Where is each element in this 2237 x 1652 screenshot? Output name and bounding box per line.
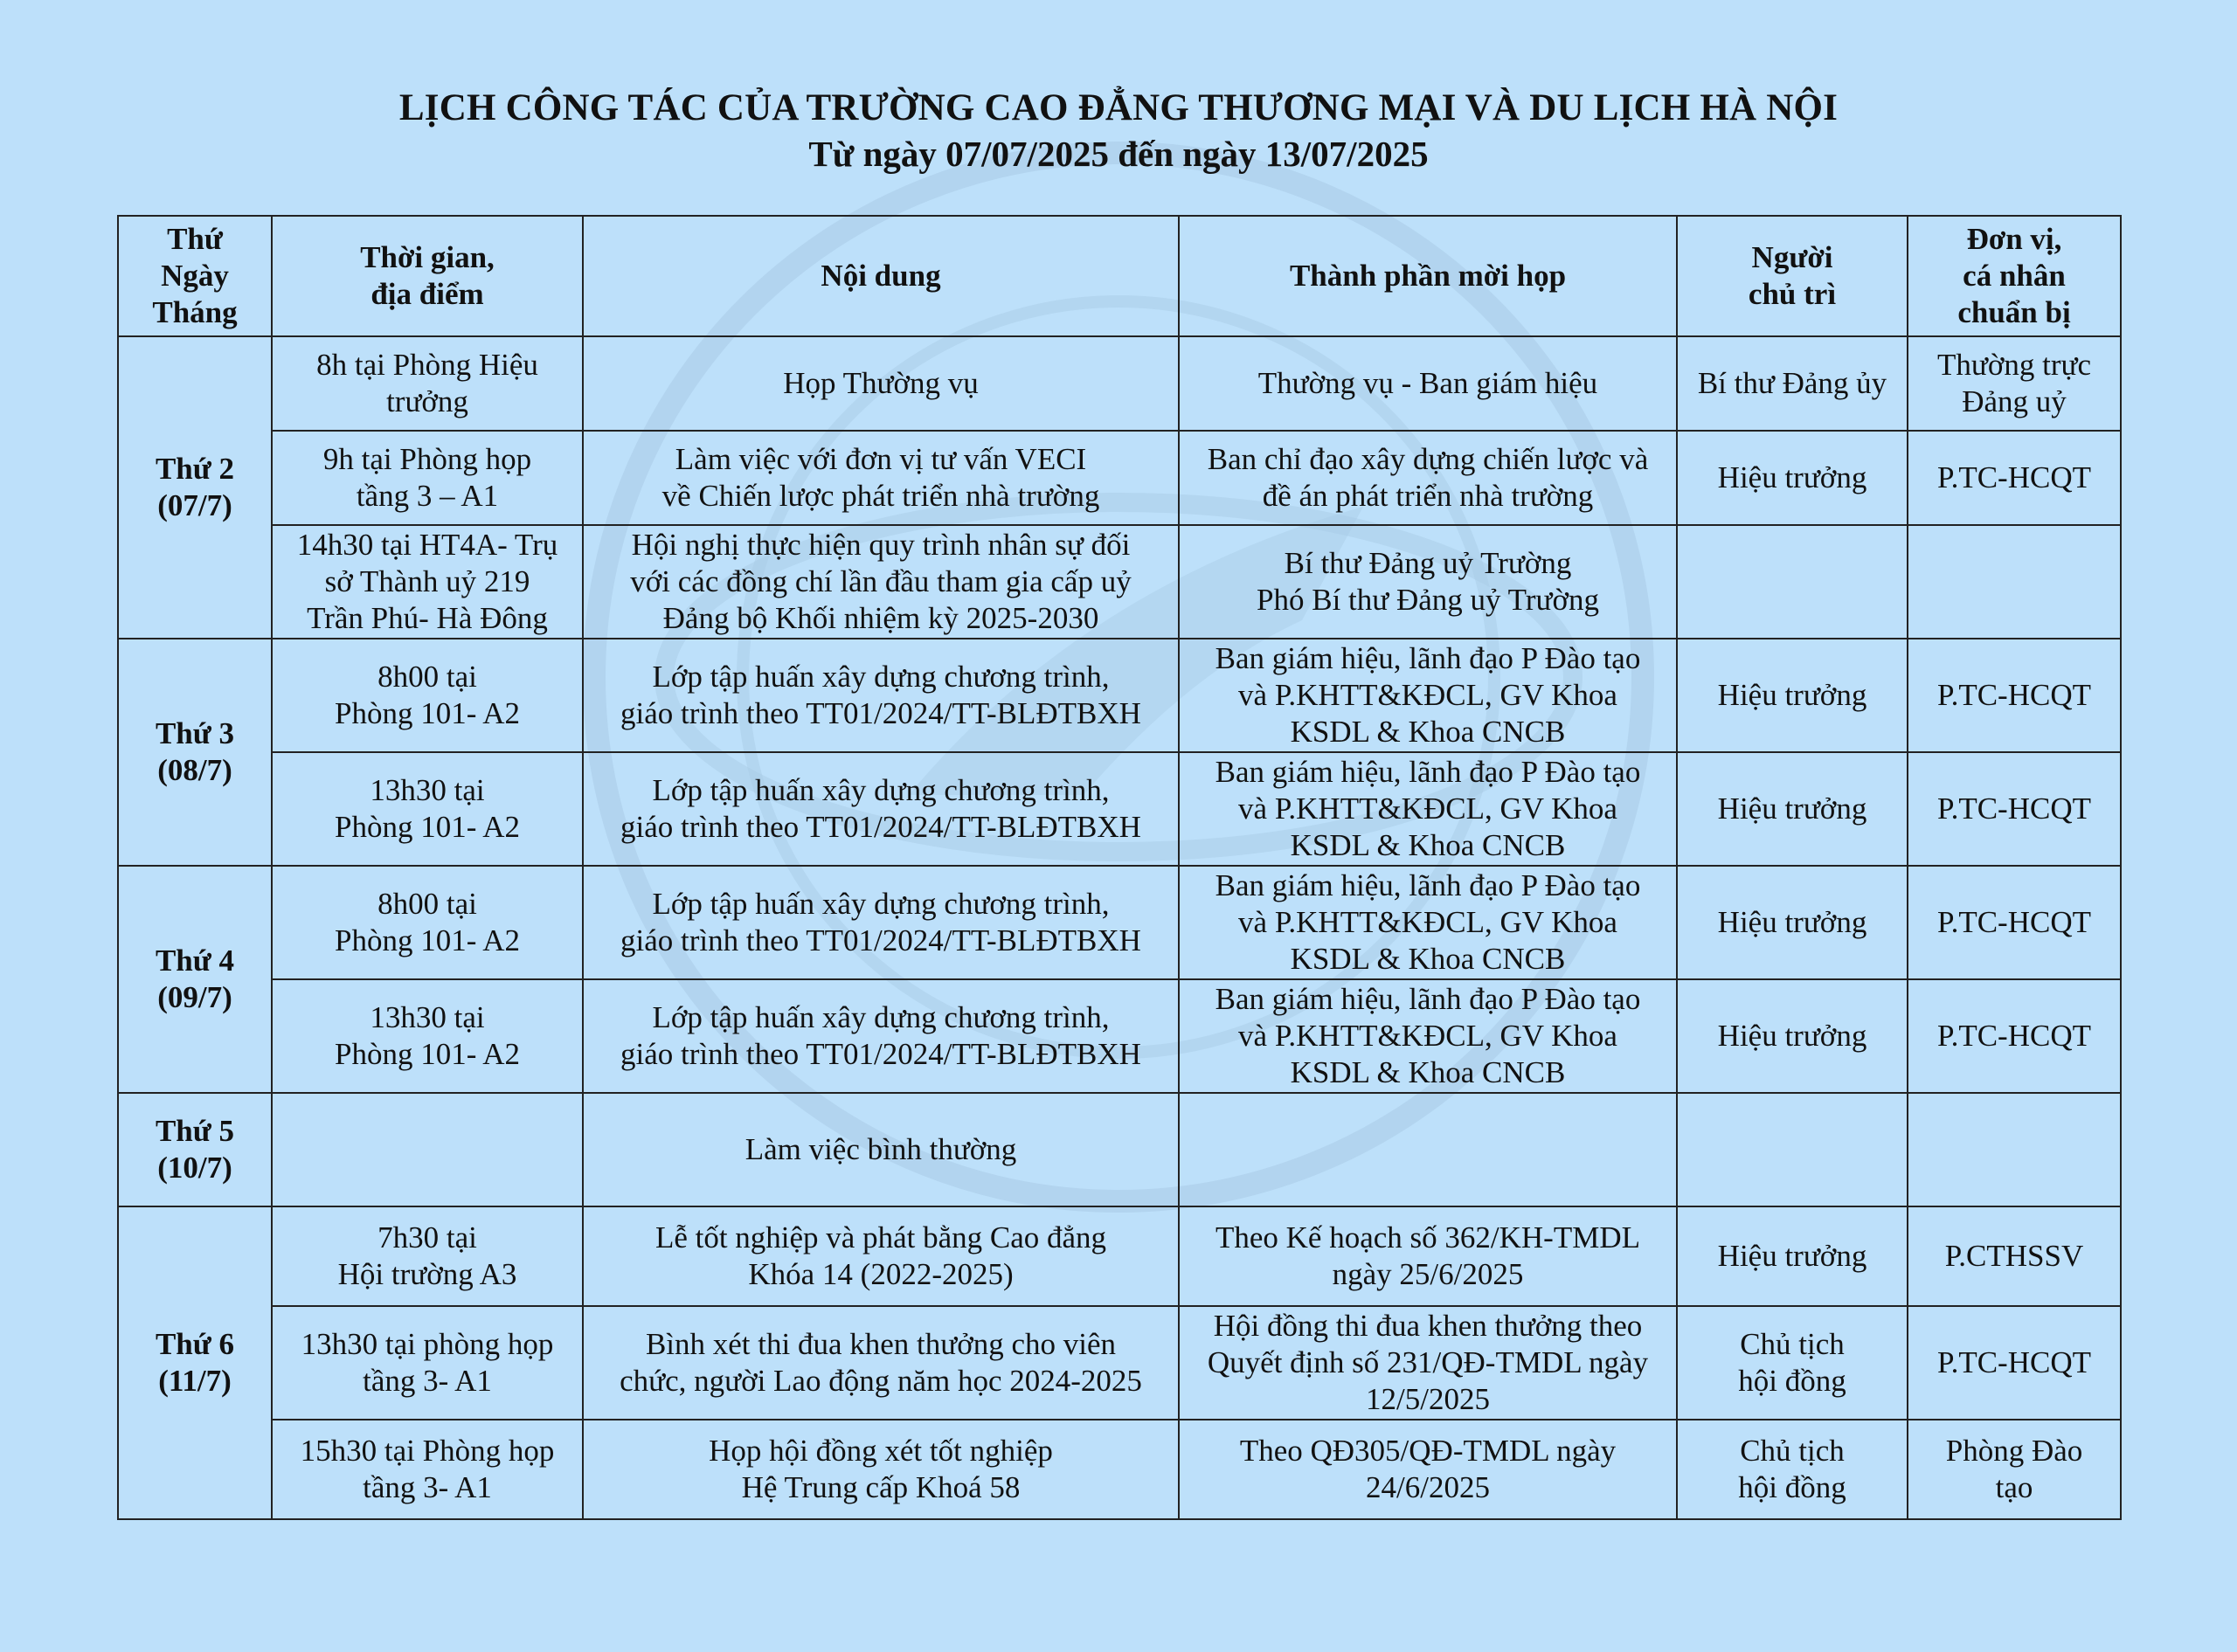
cell-line: Lớp tập huấn xây dựng chương trình, (652, 1000, 1110, 1034)
participants-cell (1179, 525, 1677, 639)
cell-line: Hiệu trưởng (1717, 1019, 1867, 1053)
participants-cell (1179, 866, 1677, 979)
cell-line: Chủ tịch (1740, 1327, 1845, 1361)
cell-line: Họp Thường vụ (783, 366, 979, 400)
content-cell (583, 979, 1179, 1093)
header-content (583, 216, 1179, 336)
cell-line: chuẩn bị (1957, 295, 2071, 329)
cell-line: 8h00 tại (377, 660, 477, 694)
day-cell (118, 1206, 272, 1519)
participants-cell (1179, 979, 1677, 1093)
cell-line: giáo trình theo TT01/2024/TT-BLĐTBXH (620, 810, 1141, 844)
cell-line: P.TC-HCQT (1937, 678, 2091, 712)
cell-line: Thường vụ - Ban giám hiệu (1257, 366, 1598, 400)
header-time-location (272, 216, 583, 336)
cell-line: về Chiến lược phát triển nhà trường (661, 479, 1100, 513)
cell-line: 7h30 tại (377, 1220, 477, 1255)
cell-line: 14h30 tại HT4A- Trụ (296, 528, 558, 562)
cell-line: Quyết định số 231/QĐ-TMDL ngày (1207, 1345, 1649, 1379)
cell-line: giáo trình theo TT01/2024/TT-BLĐTBXH (620, 923, 1141, 957)
cell-line: Hiệu trưởng (1717, 678, 1867, 712)
cell-line: 8h tại Phòng Hiệu (316, 348, 538, 382)
day-cell (118, 336, 272, 639)
cell-line: Phòng 101- A2 (335, 923, 520, 957)
table-row (118, 866, 2121, 979)
cell-line: Thường trực (1937, 348, 2091, 382)
cell-line: 24/6/2025 (1366, 1470, 1490, 1504)
host-cell (1677, 525, 1908, 639)
cell-line: chủ trì (1748, 277, 1837, 311)
table-row (118, 431, 2121, 525)
cell-line: Theo QĐ305/QĐ-TMDL ngày (1239, 1434, 1617, 1468)
cell-line: Thành phần mời họp (1289, 259, 1567, 293)
content-cell (583, 525, 1179, 639)
cell-line: cá nhân (1963, 259, 2066, 293)
cell-line: Hiệu trưởng (1717, 1239, 1867, 1273)
content-cell (583, 639, 1179, 752)
cell-line: 12/5/2025 (1366, 1382, 1490, 1416)
cell-line: Đảng uỷ (1962, 384, 2067, 418)
table-row (118, 1093, 2121, 1206)
time-location-cell (272, 525, 583, 639)
time-location-cell (272, 336, 583, 431)
time-location-cell (272, 1420, 583, 1519)
participants-cell (1179, 752, 1677, 866)
cell-line: Thứ 6 (155, 1327, 235, 1361)
cell-line: P.TC-HCQT (1937, 1019, 2091, 1053)
table-row (118, 752, 2121, 866)
cell-line: Ban giám hiệu, lãnh đạo P Đào tạo (1215, 982, 1641, 1016)
participants-cell (1179, 1306, 1677, 1420)
cell-line: Lớp tập huấn xây dựng chương trình, (652, 660, 1110, 694)
table-row (118, 1420, 2121, 1519)
preparer-cell (1908, 752, 2121, 866)
host-cell (1677, 1093, 1908, 1206)
cell-line: Phòng Đào (1945, 1434, 2083, 1468)
preparer-cell (1908, 979, 2121, 1093)
content-cell (583, 431, 1179, 525)
cell-line: 8h00 tại (377, 887, 477, 921)
cell-line: Phòng 101- A2 (335, 810, 520, 844)
content-cell (583, 1420, 1179, 1519)
cell-line: 15h30 tại Phòng họp (300, 1434, 555, 1468)
table-row (118, 639, 2121, 752)
cell-line: (10/7) (157, 1151, 232, 1185)
cell-line: Hệ Trung cấp Khoá 58 (741, 1470, 1021, 1504)
content-cell (583, 1093, 1179, 1206)
content-cell (583, 866, 1179, 979)
host-cell (1677, 1206, 1908, 1306)
cell-line: Đảng bộ Khối nhiệm kỳ 2025-2030 (662, 601, 1099, 635)
cell-line: Phòng 101- A2 (335, 696, 520, 730)
header-participants (1179, 216, 1677, 336)
cell-line: Bình xét thi đua khen thưởng cho viên (645, 1327, 1117, 1361)
host-cell (1677, 639, 1908, 752)
cell-line: Ban giám hiệu, lãnh đạo P Đào tạo (1215, 755, 1641, 789)
cell-line: tầng 3- A1 (363, 1470, 492, 1504)
time-location-cell (272, 979, 583, 1093)
cell-line: Khóa 14 (2022-2025) (748, 1257, 1014, 1291)
table-row (118, 979, 2121, 1093)
cell-line: Hiệu trưởng (1717, 460, 1867, 494)
preparer-cell (1908, 1206, 2121, 1306)
cell-line: Phó Bí thư Đảng uỷ Trường (1257, 583, 1599, 617)
cell-line: giáo trình theo TT01/2024/TT-BLĐTBXH (620, 696, 1141, 730)
cell-line: ngày 25/6/2025 (1332, 1257, 1524, 1291)
time-location-cell (272, 752, 583, 866)
cell-line: Hiệu trưởng (1717, 791, 1867, 826)
cell-line: đề án phát triển nhà trường (1262, 479, 1594, 513)
participants-cell (1179, 431, 1677, 525)
cell-line: Thứ 2 (155, 452, 235, 486)
cell-line: 13h30 tại phòng họp (301, 1327, 554, 1361)
header-day (118, 216, 272, 336)
cell-line: 9h tại Phòng họp (322, 442, 532, 476)
preparer-cell (1908, 1306, 2121, 1420)
cell-line: KSDL & Khoa CNCB (1290, 1055, 1566, 1089)
cell-line: P.TC-HCQT (1937, 791, 2091, 826)
day-cell (118, 866, 272, 1093)
preparer-cell (1908, 866, 2121, 979)
table-row (118, 1306, 2121, 1420)
day-cell (118, 1093, 272, 1206)
cell-line: Trần Phú- Hà Đông (307, 601, 548, 635)
cell-line: Lễ tốt nghiệp và phát bằng Cao đẳng (654, 1220, 1107, 1255)
cell-line: Ban giám hiệu, lãnh đạo P Đào tạo (1215, 868, 1641, 902)
cell-line: P.TC-HCQT (1937, 1345, 2091, 1379)
day-cell (118, 639, 272, 866)
cell-line: KSDL & Khoa CNCB (1290, 828, 1566, 862)
cell-line: Người (1751, 240, 1833, 274)
cell-line: và P.KHTT&KĐCL, GV Khoa (1238, 791, 1617, 826)
cell-line: Thứ (167, 222, 223, 256)
cell-line: Thời gian, (360, 240, 495, 274)
cell-line: và P.KHTT&KĐCL, GV Khoa (1238, 905, 1617, 939)
cell-line: Lớp tập huấn xây dựng chương trình, (652, 773, 1110, 807)
cell-line: Họp hội đồng xét tốt nghiệp (709, 1434, 1053, 1468)
time-location-cell (272, 1206, 583, 1306)
cell-line: hội đồng (1738, 1364, 1846, 1398)
content-cell (583, 336, 1179, 431)
cell-line: 13h30 tại (370, 773, 485, 807)
cell-line: Ban giám hiệu, lãnh đạo P Đào tạo (1215, 641, 1641, 675)
header-host (1677, 216, 1908, 336)
table-row (118, 336, 2121, 431)
cell-line: Hội đồng thi đua khen thưởng theo (1213, 1309, 1643, 1343)
cell-line: Thứ 5 (155, 1114, 235, 1148)
host-cell (1677, 431, 1908, 525)
cell-line: (09/7) (157, 980, 232, 1014)
preparer-cell (1908, 525, 2121, 639)
table-row (118, 1206, 2121, 1306)
time-location-cell (272, 866, 583, 979)
cell-line: Bí thư Đảng uỷ Trường (1284, 546, 1572, 580)
cell-line: và P.KHTT&KĐCL, GV Khoa (1238, 678, 1617, 712)
cell-line: Hội trường A3 (337, 1257, 517, 1291)
host-cell (1677, 1306, 1908, 1420)
cell-line: 13h30 tại (370, 1000, 485, 1034)
cell-line: chức, người Lao động năm học 2024-2025 (620, 1364, 1142, 1398)
time-location-cell (272, 1093, 583, 1206)
preparer-cell (1908, 1093, 2121, 1206)
host-cell (1677, 752, 1908, 866)
cell-line: P.TC-HCQT (1937, 460, 2091, 494)
cell-line: tầng 3 – A1 (356, 479, 499, 513)
cell-line: và P.KHTT&KĐCL, GV Khoa (1238, 1019, 1617, 1053)
host-cell (1677, 979, 1908, 1093)
cell-line: tạo (1995, 1470, 2033, 1504)
time-location-cell (272, 1306, 583, 1420)
document-header (0, 86, 2237, 176)
cell-line: Phòng 101- A2 (335, 1037, 520, 1071)
cell-line: Thứ 3 (155, 716, 235, 750)
table-row (118, 525, 2121, 639)
cell-line: với các đồng chí lần đầu tham gia cấp uỷ (630, 564, 1132, 598)
participants-cell (1179, 1420, 1677, 1519)
participants-cell (1179, 1206, 1677, 1306)
preparer-cell (1908, 431, 2121, 525)
cell-line: giáo trình theo TT01/2024/TT-BLĐTBXH (620, 1037, 1141, 1071)
cell-line: hội đồng (1738, 1470, 1846, 1504)
host-cell (1677, 336, 1908, 431)
cell-line: Đơn vị, (1966, 222, 2062, 256)
content-cell (583, 1206, 1179, 1306)
cell-line: Thứ 4 (155, 944, 235, 978)
document-date-range: Từ ngày 07/07/2025 đến ngày 13/07/2025 (808, 134, 1429, 174)
preparer-cell (1908, 639, 2121, 752)
cell-line: Hội nghị thực hiện quy trình nhân sự đối (631, 528, 1131, 562)
cell-line: (07/7) (157, 488, 232, 522)
cell-line: KSDL & Khoa CNCB (1290, 715, 1566, 749)
header-preparer (1908, 216, 2121, 336)
cell-line: sở Thành uỷ 219 (324, 564, 530, 598)
table-header-row (118, 216, 2121, 336)
document-title: LỊCH CÔNG TÁC CỦA TRƯỜNG CAO ĐẲNG THƯƠNG MẠI VÀ DU LỊCH HÀ NỘI (398, 87, 1839, 128)
time-location-cell (272, 639, 583, 752)
cell-line: (08/7) (157, 753, 232, 787)
cell-line: trưởng (386, 384, 468, 418)
cell-line: Nội dung (821, 259, 941, 293)
work-schedule-table (117, 215, 2122, 1520)
cell-line: địa điểm (371, 277, 484, 311)
participants-cell (1179, 639, 1677, 752)
participants-cell (1179, 336, 1677, 431)
cell-line: Bí thư Đảng ủy (1697, 366, 1887, 400)
host-cell (1677, 866, 1908, 979)
cell-line: Làm việc với đơn vị tư vấn VECI (675, 442, 1087, 476)
cell-line: P.CTHSSV (1944, 1239, 2084, 1273)
content-cell (583, 1306, 1179, 1420)
cell-line: Ngày (161, 259, 229, 293)
cell-line: KSDL & Khoa CNCB (1290, 942, 1566, 976)
cell-line: P.TC-HCQT (1937, 905, 2091, 939)
time-location-cell (272, 431, 583, 525)
cell-line: Làm việc bình thường (745, 1132, 1017, 1166)
cell-line: Theo Kế hoạch số 362/KH-TMDL (1215, 1220, 1640, 1255)
host-cell (1677, 1420, 1908, 1519)
preparer-cell (1908, 336, 2121, 431)
cell-line: (11/7) (158, 1364, 232, 1398)
content-cell (583, 752, 1179, 866)
cell-line: Chủ tịch (1740, 1434, 1845, 1468)
cell-line: Hiệu trưởng (1717, 905, 1867, 939)
cell-line: Lớp tập huấn xây dựng chương trình, (652, 887, 1110, 921)
cell-line: tầng 3- A1 (363, 1364, 492, 1398)
cell-line: Tháng (152, 295, 238, 329)
participants-cell (1179, 1093, 1677, 1206)
cell-line: Ban chỉ đạo xây dựng chiến lược và (1207, 442, 1649, 476)
preparer-cell (1908, 1420, 2121, 1519)
